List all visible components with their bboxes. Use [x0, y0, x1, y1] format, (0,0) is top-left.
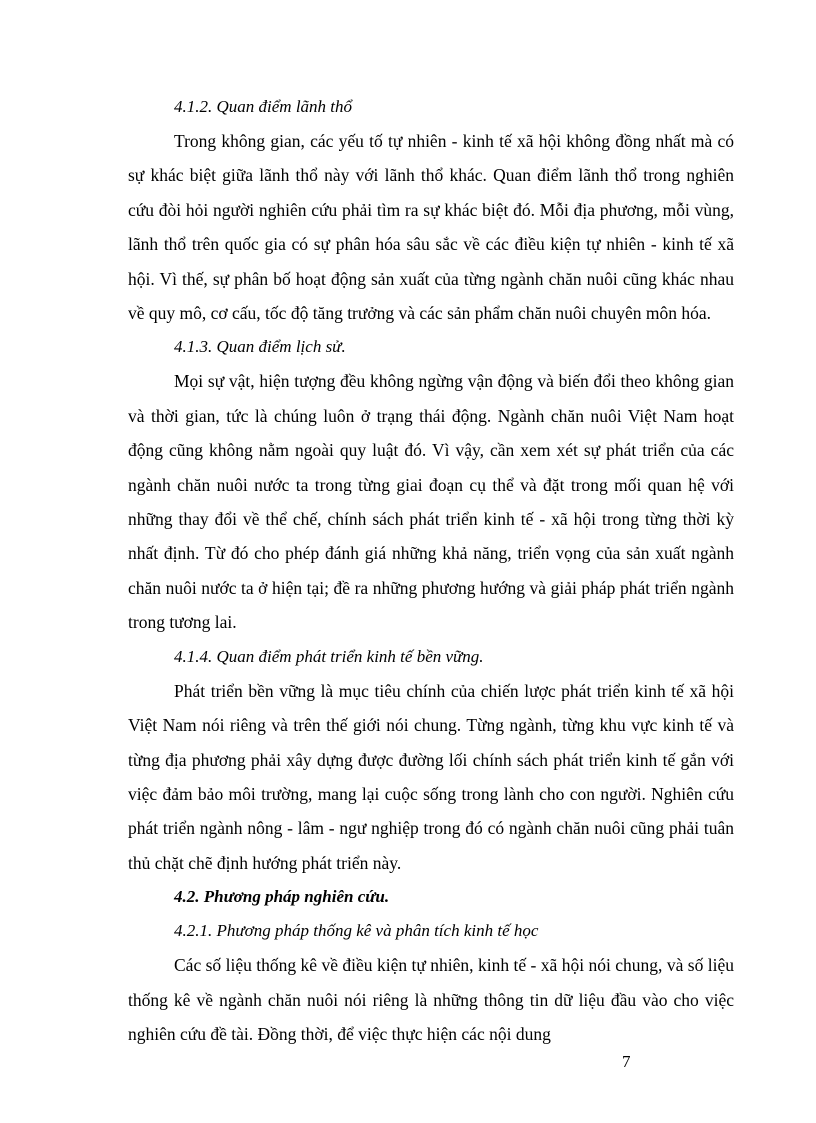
paragraph-statistics-method: Các số liệu thống kê về điều kiện tự nhiên, kinh tế - xã hội nói chung, và số liệu thống kê về ngành chăn nuôi nói riêng là những thông tin dữ liệu đầu vào cho việc nghiên cứu đề tài. Đồng thời, để việc thực hiện các nội dung — [128, 955, 734, 1044]
section-heading-4-2: 4.2. Phương pháp nghiên cứu. — [174, 887, 390, 907]
paragraph-territorial-view: Trong không gian, các yếu tố tự nhiên - kinh tế xã hội không đồng nhất mà có sự khác biệt giữa lãnh thổ này với lãnh thổ khác. Quan điểm lãnh thổ trong nghiên cứu đòi hỏi người nghiên cứu phải tìm ra sự khác biệt đó. Mỗi địa phương, mỗi vùng, lãnh thổ trên quốc gia có sự phân hóa sâu sắc về các điều kiện tự nhiên - kinh tế xã hội. Vì thế, sự phân bố hoạt động sản xuất của từng ngành chăn nuôi cũng khác nhau về quy mô, cơ cấu, tốc độ tăng trưởng và các sản phẩm chăn nuôi chuyên môn hóa. — [128, 131, 734, 324]
page-number: 7 — [622, 1052, 631, 1071]
section-heading-4-1-2: 4.1.2. Quan điểm lãnh thổ — [174, 97, 353, 116]
section-heading-4-2-1: 4.2.1. Phương pháp thống kê và phân tích kinh tế học — [174, 921, 539, 941]
document-page — [128, 90, 734, 1051]
section-heading-4-1-3: 4.1.3. Quan điểm lịch sử. — [174, 337, 346, 357]
section-heading-4-1-4: 4.1.4. Quan điểm phát triển kinh tế bền vững. — [174, 646, 484, 666]
paragraph-historical-view: Mọi sự vật, hiện tượng đều không ngừng vận động và biến đổi theo không gian và thời gian, tức là chúng luôn ở trạng thái động. Ngành chăn nuôi Việt Nam hoạt động cũng không nằm ngoài quy luật đó. Vì vậy, cần xem xét sự phát triển của các ngành chăn nuôi nước ta trong từng giai đoạn cụ thể và đặt trong mối quan hệ với những thay đổi về thể chế, chính sách phát triển kinh tế - xã hội trong từng thời kỳ nhất định. Từ đó cho phép đánh giá những khả năng, triển vọng của sản xuất ngành chăn nuôi nước ta ở hiện tại; đề ra những phương hướng và giải pháp phát triển ngành trong tương lai. — [128, 371, 734, 633]
paragraph-sustainable-development: Phát triển bền vững là mục tiêu chính của chiến lược phát triển kinh tế xã hội Việt Nam nói riêng và trên thế giới nói chung. Từng ngành, từng khu vực kinh tế và từng địa phương phải xây dựng được đường lối chính sách phát triển kinh tế gắn với việc đảm bảo môi trường, mang lại cuộc sống trong lành cho con người. Nghiên cứu phát triển ngành nông - lâm - ngư nghiệp trong đó có ngành chăn nuôi cũng phải tuân thủ chặt chẽ định hướng phát triển này. — [128, 680, 734, 873]
